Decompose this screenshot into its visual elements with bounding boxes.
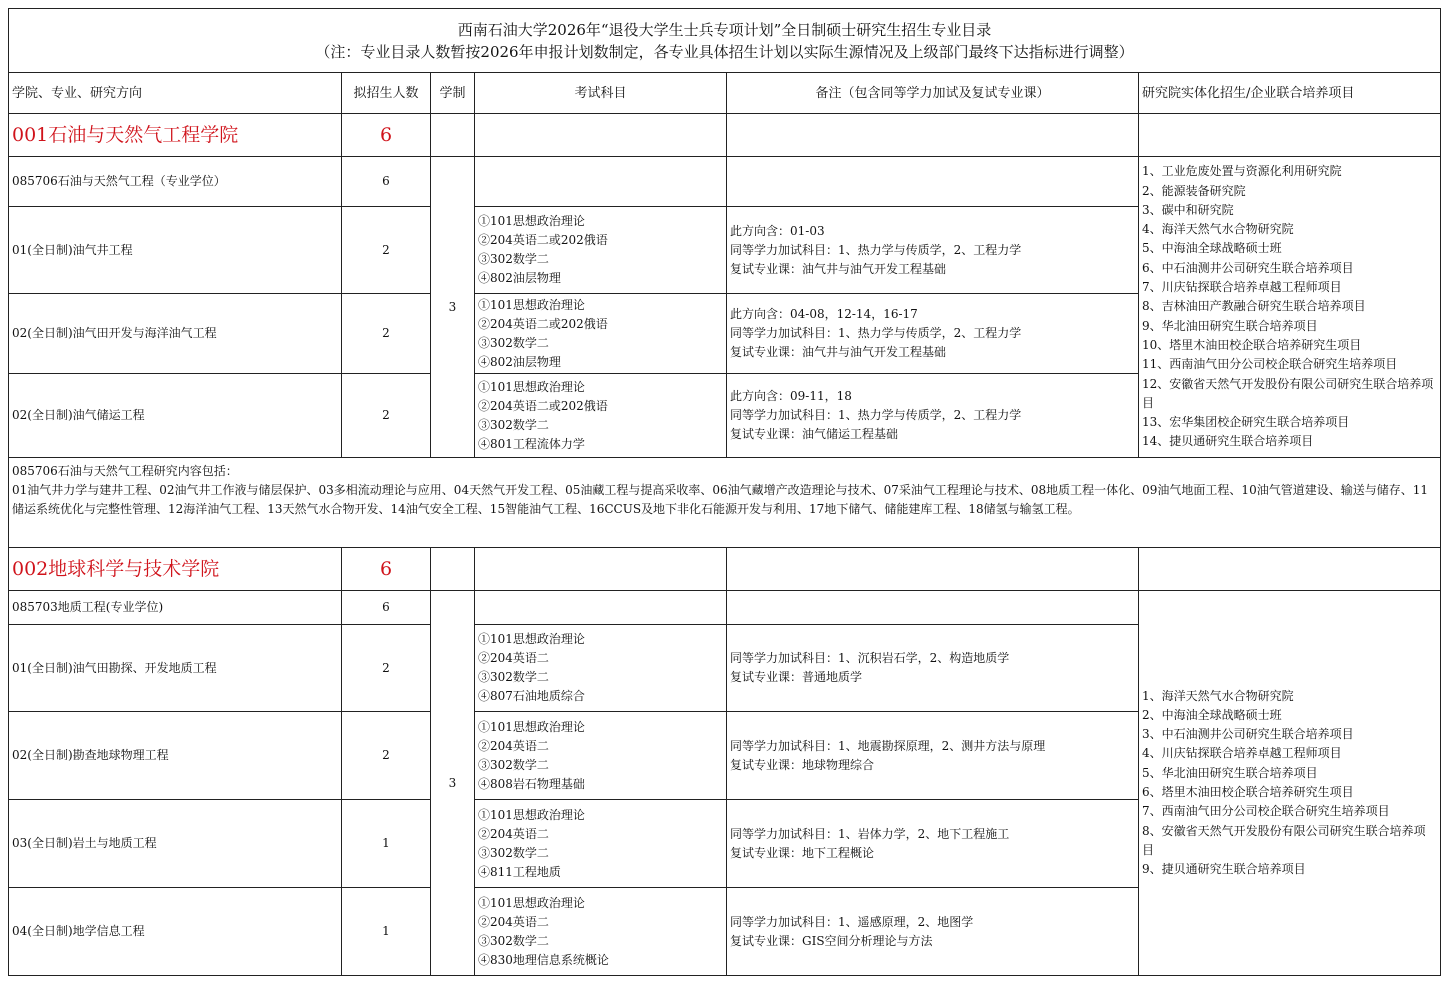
college-count: 6 [342,114,431,157]
college-row [9,114,1441,157]
header-count: 拟招生人数 [342,73,431,114]
research-note-row [9,458,1441,548]
remarks: 同等学力加试科目：1、地震勘探原理，2、测井方法与原理 复试专业课：地球物理综合 [727,712,1139,800]
major-name: 085703地质工程(专业学位) [9,591,342,625]
remarks: 同等学力加试科目：1、沉积岩石学，2、构造地质学 复试专业课：普通地质学 [727,625,1139,712]
direction-count: 2 [342,374,431,458]
direction-name: 02(全日制)勘查地球物理工程 [9,712,342,800]
research-note: 085706石油与天然气工程研究内容包括： 01油气井力学与建井工程、02油气井工作液与储层保护、03多相流动理论与应用、04天然气开发工程、05油藏工程与提高采收率、06油气藏增产改造理论与技术、07采油气工程理论与技术、08地质工程一体化、09油气地面工程、10油气管道建设、输送与储存、11储运系统优化与完整性管理、12海洋油气工程、13天然气水合物开发、14油气安全工程、15智能油气工程、16CCUS及地下非化石能源开发与利用、17地下储气、储能建库工程、18储氢与输氢工程。 [9,458,1441,548]
exam-subjects: ①101思想政治理论 ②204英语二 ③302数学二 ④811工程地质 [475,800,727,888]
major-count: 6 [342,157,431,207]
title-line1: 西南石油大学2026年“退役大学生士兵专项计划”全日制硕士研究生招生专业目录 [457,20,992,39]
remarks: 同等学力加试科目：1、岩体力学，2、地下工程施工 复试专业课：地下工程概论 [727,800,1139,888]
major-name: 085706石油与天然气工程（专业学位） [9,157,342,207]
duration: 3 [431,591,475,976]
header-projects: 研究院实体化招生/企业联合培养项目 [1139,73,1441,114]
header-college: 学院、专业、研究方向 [9,73,342,114]
direction-name: 02(全日制)油气储运工程 [9,374,342,458]
page-title [9,9,1441,73]
direction-count: 2 [342,625,431,712]
direction-name: 03(全日制)岩土与地质工程 [9,800,342,888]
projects-list: 1、海洋天然气水合物研究院 2、中海油全球战略硕士班 3、中石油测井公司研究生联合培养项目 4、川庆钻探联合培养卓越工程师项目 5、华北油田研究生联合培养项目 6、塔里木油田校企联合培养研究生项目 7、西南油气田分公司校企联合研究生培养项目 8、安徽省天然气开发股份有限公司研究生联合培养项目 9、捷贝通研究生联合培养项目 [1139,591,1441,976]
direction-name: 01(全日制)油气田勘探、开发地质工程 [9,625,342,712]
exam-subjects: ①101思想政治理论 ②204英语二 ③302数学二 ④808岩石物理基础 [475,712,727,800]
header-row [9,73,1441,114]
header-duration: 学制 [431,73,475,114]
exam-subjects: ①101思想政治理论 ②204英语二 ③302数学二 ④807石油地质综合 [475,625,727,712]
direction-name: 02(全日制)油气田开发与海洋油气工程 [9,294,342,374]
enrollment-catalog [8,8,1440,976]
direction-count: 2 [342,207,431,294]
direction-name: 01(全日制)油气井工程 [9,207,342,294]
remarks: 此方向含：01-03 同等学力加试科目：1、热力学与传质学，2、工程力学 复试专业课：油气井与油气开发工程基础 [727,207,1139,294]
duration: 3 [431,157,475,458]
direction-name: 04(全日制)地学信息工程 [9,888,342,976]
exam-subjects: ①101思想政治理论 ②204英语二 ③302数学二 ④830地理信息系统概论 [475,888,727,976]
exam-subjects: ①101思想政治理论 ②204英语二或202俄语 ③302数学二 ④801工程流体力学 [475,374,727,458]
remarks: 同等学力加试科目：1、遥感原理，2、地图学 复试专业课：GIS空间分析理论与方法 [727,888,1139,976]
title-row [9,9,1441,73]
direction-count: 2 [342,294,431,374]
college-name: 002地球科学与技术学院 [9,548,342,591]
remarks: 此方向含：09-11，18 同等学力加试科目：1、热力学与传质学，2、工程力学 复试专业课：油气储运工程基础 [727,374,1139,458]
direction-count: 1 [342,800,431,888]
college-row [9,548,1441,591]
major-row [9,591,1441,625]
header-remarks: 备注（包含同等学力加试及复试专业课） [727,73,1139,114]
college-count: 6 [342,548,431,591]
title-line2: （注：专业目录人数暂按2026年申报计划数制定，各专业具体招生计划以实际生源情况及上级部门最终下达指标进行调整） [315,42,1134,61]
exam-subjects: ①101思想政治理论 ②204英语二或202俄语 ③302数学二 ④802油层物理 [475,294,727,374]
header-subjects: 考试科目 [475,73,727,114]
remarks: 此方向含：04-08，12-14，16-17 同等学力加试科目：1、热力学与传质学，2、工程力学 复试专业课：油气井与油气开发工程基础 [727,294,1139,374]
exam-subjects: ①101思想政治理论 ②204英语二或202俄语 ③302数学二 ④802油层物理 [475,207,727,294]
college-name: 001石油与天然气工程学院 [9,114,342,157]
direction-count: 1 [342,888,431,976]
projects-list: 1、工业危废处置与资源化利用研究院 2、能源装备研究院 3、碳中和研究院 4、海洋天然气水合物研究院 5、中海油全球战略硕士班 6、中石油测井公司研究生联合培养项目 7、川庆钻探联合培养卓越工程师项目 8、吉林油田产教融合研究生联合培养项目 9、华北油田研究生联合培养项目 10、塔里木油田校企联合培养研究生项目 11、西南油气田分公司校企联合研究生培养项目 12、安徽省天然气开发股份有限公司研究生联合培养项目 13、宏华集团校企研究生联合培养项目 14、捷贝通研究生联合培养项目 [1139,157,1441,458]
major-row [9,157,1441,207]
catalog-table [8,8,1441,976]
major-count: 6 [342,591,431,625]
direction-count: 2 [342,712,431,800]
